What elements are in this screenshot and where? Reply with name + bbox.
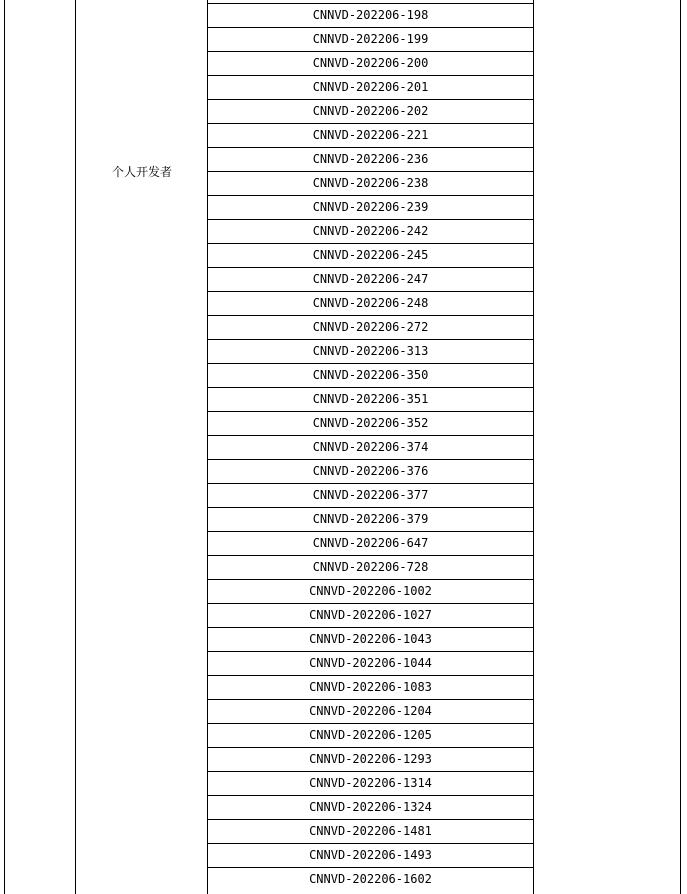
vulnerability-id-cell: CNNVD-202206-313 bbox=[208, 339, 533, 363]
vulnerability-id-cell: CNNVD-202206-1324 bbox=[208, 795, 533, 819]
vulnerability-id-cell: CNNVD-202206-1002 bbox=[208, 579, 533, 603]
vulnerability-id-cell: CNNVD-202206-198 bbox=[208, 3, 533, 27]
vulnerability-id-cell: CNNVD-202206-1204 bbox=[208, 699, 533, 723]
vulnerability-id-cell: CNNVD-202206-245 bbox=[208, 243, 533, 267]
vulnerability-id-cell: CNNVD-202206-728 bbox=[208, 555, 533, 579]
vulnerability-id-cell: CNNVD-202206-201 bbox=[208, 75, 533, 99]
vulnerability-id-cell: CNNVD-202206-1481 bbox=[208, 819, 533, 843]
vulnerability-id-cell: CNNVD-202206-376 bbox=[208, 459, 533, 483]
vulnerability-id-cell: CNNVD-202206-236 bbox=[208, 147, 533, 171]
vulnerability-id-cell: CNNVD-202206-202 bbox=[208, 99, 533, 123]
vulnerability-id-cell: CNNVD-202206-1044 bbox=[208, 651, 533, 675]
vulnerability-id-cell: CNNVD-202206-1493 bbox=[208, 843, 533, 867]
vulnerability-id-cell: CNNVD-202206-1293 bbox=[208, 747, 533, 771]
vulnerability-id-cell: CNNVD-202206-1602 bbox=[208, 867, 533, 891]
vulnerability-id-cell: CNNVD-202206-379 bbox=[208, 507, 533, 531]
vulnerability-id-cell: CNNVD-202206-248 bbox=[208, 291, 533, 315]
vulnerability-id-cell: CNNVD-202206-377 bbox=[208, 483, 533, 507]
table-border-right bbox=[680, 0, 681, 894]
vulnerability-id-cell: CNNVD-202206-242 bbox=[208, 219, 533, 243]
column-divider bbox=[75, 0, 76, 894]
vulnerability-id-cell: CNNVD-202206-1205 bbox=[208, 723, 533, 747]
vulnerability-id-cell: CNNVD-202206-272 bbox=[208, 315, 533, 339]
table-border-left bbox=[4, 0, 5, 894]
vulnerability-id-cell: CNNVD-202206-1027 bbox=[208, 603, 533, 627]
vulnerability-id-cell: CNNVD-202206-647 bbox=[208, 531, 533, 555]
vulnerability-id-cell: CNNVD-202206-199 bbox=[208, 27, 533, 51]
vulnerability-id-cell: CNNVD-202206-239 bbox=[208, 195, 533, 219]
vulnerability-id-cell: CNNVD-202206-238 bbox=[208, 171, 533, 195]
vulnerability-id-cell: CNNVD-202206-351 bbox=[208, 387, 533, 411]
vulnerability-id-cell: CNNVD-202206-247 bbox=[208, 267, 533, 291]
vulnerability-id-cell: CNNVD-202206-350 bbox=[208, 363, 533, 387]
vulnerability-id-cell: CNNVD-202206-1043 bbox=[208, 627, 533, 651]
vulnerability-id-cell: CNNVD-202206-374 bbox=[208, 435, 533, 459]
vulnerability-id-cell: CNNVD-202206-1083 bbox=[208, 675, 533, 699]
vulnerability-id-cell: CNNVD-202206-1314 bbox=[208, 771, 533, 795]
vulnerability-id-cell: CNNVD-202206-200 bbox=[208, 51, 533, 75]
vulnerability-id-cell: CNNVD-202206-221 bbox=[208, 123, 533, 147]
column-divider bbox=[533, 0, 534, 894]
vulnerability-id-list bbox=[208, 3, 533, 891]
vulnerability-id-cell: CNNVD-202206-352 bbox=[208, 411, 533, 435]
vendor-type-cell: 个人开发者 bbox=[111, 165, 172, 179]
